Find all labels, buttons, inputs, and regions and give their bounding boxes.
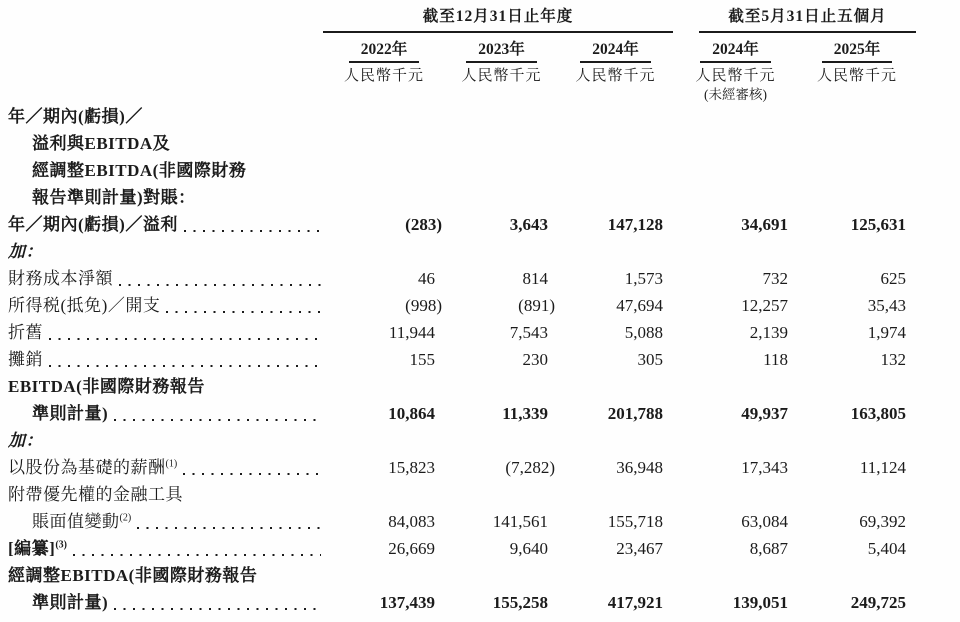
wrapped-label-line — [8, 481, 960, 508]
caption-line — [8, 130, 960, 157]
year-underlined-text: 2023年 — [466, 33, 537, 63]
value-cell: 47,694 — [616, 296, 663, 315]
footnote-superscript: (3) — [55, 539, 67, 551]
caption-line — [8, 157, 960, 184]
value-cell: 15,823 — [388, 458, 435, 477]
currency-unit-label: 人民幣千元 — [461, 68, 542, 84]
value-cell: 147,128 — [607, 215, 663, 234]
dot-leader — [183, 473, 321, 475]
dot-leader — [73, 554, 321, 556]
data-row — [8, 400, 960, 427]
row-label — [8, 292, 323, 319]
caption-line — [8, 184, 960, 211]
row-label-text: 溢利與EBITDA及 — [32, 134, 171, 153]
year-label — [558, 33, 673, 63]
value-cell: 230 — [522, 350, 548, 369]
value-cell: 7,543 — [509, 323, 548, 342]
value-cell: 69,392 — [859, 512, 906, 531]
section-label-text: 加： — [8, 242, 43, 261]
year-label — [798, 33, 916, 63]
data-row — [8, 319, 960, 346]
footnote-superscript: (1) — [165, 458, 178, 470]
year-underlined-text: 2024年 — [700, 33, 771, 63]
value-cell: 35,43 — [867, 296, 906, 315]
value-cell: 163,805 — [850, 404, 906, 423]
row-label-text: 財務成本淨額 — [8, 269, 113, 288]
row-label — [8, 454, 323, 481]
value-cell: 9,640 — [509, 539, 548, 558]
data-row — [8, 454, 960, 481]
section-label — [8, 427, 323, 454]
value-cell: 11,124 — [859, 458, 906, 477]
row-label-text: 年／期內(虧損)／溢利 — [8, 215, 178, 234]
row-label-text: 賬面值變動$^{(2)}$ — [32, 512, 132, 531]
value-cell: 305 — [637, 350, 663, 369]
wrapped-label-line — [8, 562, 960, 589]
dot-leader — [119, 284, 321, 286]
data-row — [8, 346, 960, 373]
value-cell: 26,669 — [388, 539, 435, 558]
value-cell: 49,937 — [741, 404, 788, 423]
value-cell: 84,083 — [388, 512, 435, 531]
value-cell: (283) — [405, 215, 442, 234]
value-cell: 23,467 — [616, 539, 663, 558]
row-label-text: 折舊 — [8, 323, 43, 342]
unaudited-note: (未經審核) — [704, 87, 767, 102]
section-label — [8, 238, 323, 265]
year-column-header — [445, 33, 558, 86]
row-label — [8, 265, 323, 292]
value-cell: 1,974 — [867, 323, 906, 342]
column-group-five-months-title: 截至5月31日止五個月 — [728, 8, 887, 25]
value-cell: 36,948 — [616, 458, 663, 477]
currency-unit-label: 人民幣千元 — [343, 68, 424, 84]
value-cell: 732 — [762, 269, 788, 288]
year-column-header — [673, 33, 798, 103]
section-label-text: 加： — [8, 431, 43, 450]
value-cell: 132 — [880, 350, 906, 369]
value-cell: 137,439 — [379, 593, 435, 612]
value-cell: (891) — [518, 296, 555, 315]
row-label — [8, 211, 323, 238]
row-label — [8, 562, 323, 589]
value-cell: 5,088 — [624, 323, 663, 342]
value-cell: 17,343 — [741, 458, 788, 477]
row-label — [8, 184, 323, 211]
currency-unit-label: 人民幣千元 — [816, 68, 897, 84]
value-cell: 3,643 — [509, 215, 548, 234]
data-row — [8, 265, 960, 292]
value-cell: 417,921 — [607, 593, 663, 612]
dot-leader — [137, 527, 321, 529]
row-label — [8, 400, 323, 427]
value-cell: 5,404 — [867, 539, 906, 558]
row-label-text: 攤銷 — [8, 350, 43, 369]
data-row — [8, 589, 960, 616]
value-cell: 141,561 — [492, 512, 548, 531]
value-cell: 8,687 — [749, 539, 788, 558]
row-label-text: 報告準則計量)對賬： — [32, 188, 196, 207]
value-cell: 11,944 — [388, 323, 435, 342]
value-cell: 625 — [880, 269, 906, 288]
value-cell: 814 — [522, 269, 548, 288]
year-column-header — [558, 33, 673, 86]
caption-line — [8, 103, 960, 130]
value-cell: 46 — [418, 269, 435, 288]
value-cell: 1,573 — [624, 269, 663, 288]
column-group-annual — [323, 6, 673, 103]
value-cell: 118 — [763, 350, 788, 369]
value-cell: 155,718 — [607, 512, 663, 531]
row-label — [8, 157, 323, 184]
dot-leader — [166, 311, 321, 313]
value-cell: 139,051 — [732, 593, 788, 612]
row-label-text: 附帶優先權的金融工具 — [8, 485, 183, 504]
dot-leader — [184, 230, 321, 232]
row-label-text: 所得税(抵免)／開支 — [8, 296, 161, 315]
row-label-text: 年／期內(虧損)／ — [8, 107, 143, 126]
year-column-header — [798, 33, 916, 103]
value-cell: 63,084 — [741, 512, 788, 531]
row-label — [8, 346, 323, 373]
row-label-text: 經調整EBITDA(非國際財務 — [32, 161, 247, 180]
row-label-text: 準則計量) — [32, 404, 109, 423]
year-label — [445, 33, 558, 63]
row-label-text: 經調整EBITDA(非國際財務報告 — [8, 566, 258, 585]
dot-leader — [114, 419, 321, 421]
row-label — [8, 373, 323, 400]
data-row — [8, 508, 960, 535]
row-label — [8, 130, 323, 157]
row-label-text: 準則計量) — [32, 593, 109, 612]
row-label — [8, 589, 323, 616]
year-underlined-text: 2022年 — [349, 33, 420, 63]
row-label-text: EBITDA(非國際財務報告 — [8, 377, 205, 396]
data-row — [8, 292, 960, 319]
label-column-spacer — [8, 6, 323, 103]
value-cell: 11,339 — [502, 404, 548, 423]
section-row — [8, 238, 960, 265]
row-label — [8, 319, 323, 346]
value-cell: 12,257 — [741, 296, 788, 315]
section-row — [8, 427, 960, 454]
data-row — [8, 211, 960, 238]
value-cell: 2,139 — [749, 323, 788, 342]
value-cell: 155 — [409, 350, 435, 369]
dot-leader — [49, 365, 321, 367]
annual-year-columns — [323, 33, 673, 86]
value-cell: (7,282) — [505, 458, 555, 477]
currency-unit-label: 人民幣千元 — [575, 68, 656, 84]
data-row — [8, 535, 960, 562]
row-label — [8, 481, 323, 508]
year-underlined-text: 2024年 — [580, 33, 651, 63]
value-cell: 10,864 — [388, 404, 435, 423]
currency-unit-label: 人民幣千元 — [695, 68, 776, 84]
column-group-annual-title: 截至12月31日止年度 — [422, 8, 574, 25]
table-header — [0, 0, 960, 103]
row-label — [8, 103, 323, 130]
year-label — [323, 33, 445, 63]
column-group-five-months — [673, 6, 916, 103]
value-cell: 155,258 — [492, 593, 548, 612]
table-body — [0, 103, 960, 616]
year-column-header — [323, 33, 445, 86]
dot-leader — [114, 608, 321, 610]
year-underlined-text: 2025年 — [822, 33, 893, 63]
row-label — [8, 508, 323, 535]
wrapped-label-line — [8, 373, 960, 400]
dot-leader — [49, 338, 321, 340]
row-label-text: 以股份為基礎的薪酬$^{(1)}$ — [8, 458, 178, 477]
footnote-superscript: (2) — [119, 512, 132, 524]
value-cell: 34,691 — [741, 215, 788, 234]
value-cell: 249,725 — [850, 593, 906, 612]
value-cell: 201,788 — [607, 404, 663, 423]
five-months-year-columns — [673, 33, 916, 103]
value-cell: 125,631 — [850, 215, 906, 234]
value-cell: (998) — [405, 296, 442, 315]
row-label — [8, 535, 323, 562]
row-label-text: [編纂]$^{(3)}$ — [8, 539, 67, 558]
year-label — [673, 33, 798, 63]
